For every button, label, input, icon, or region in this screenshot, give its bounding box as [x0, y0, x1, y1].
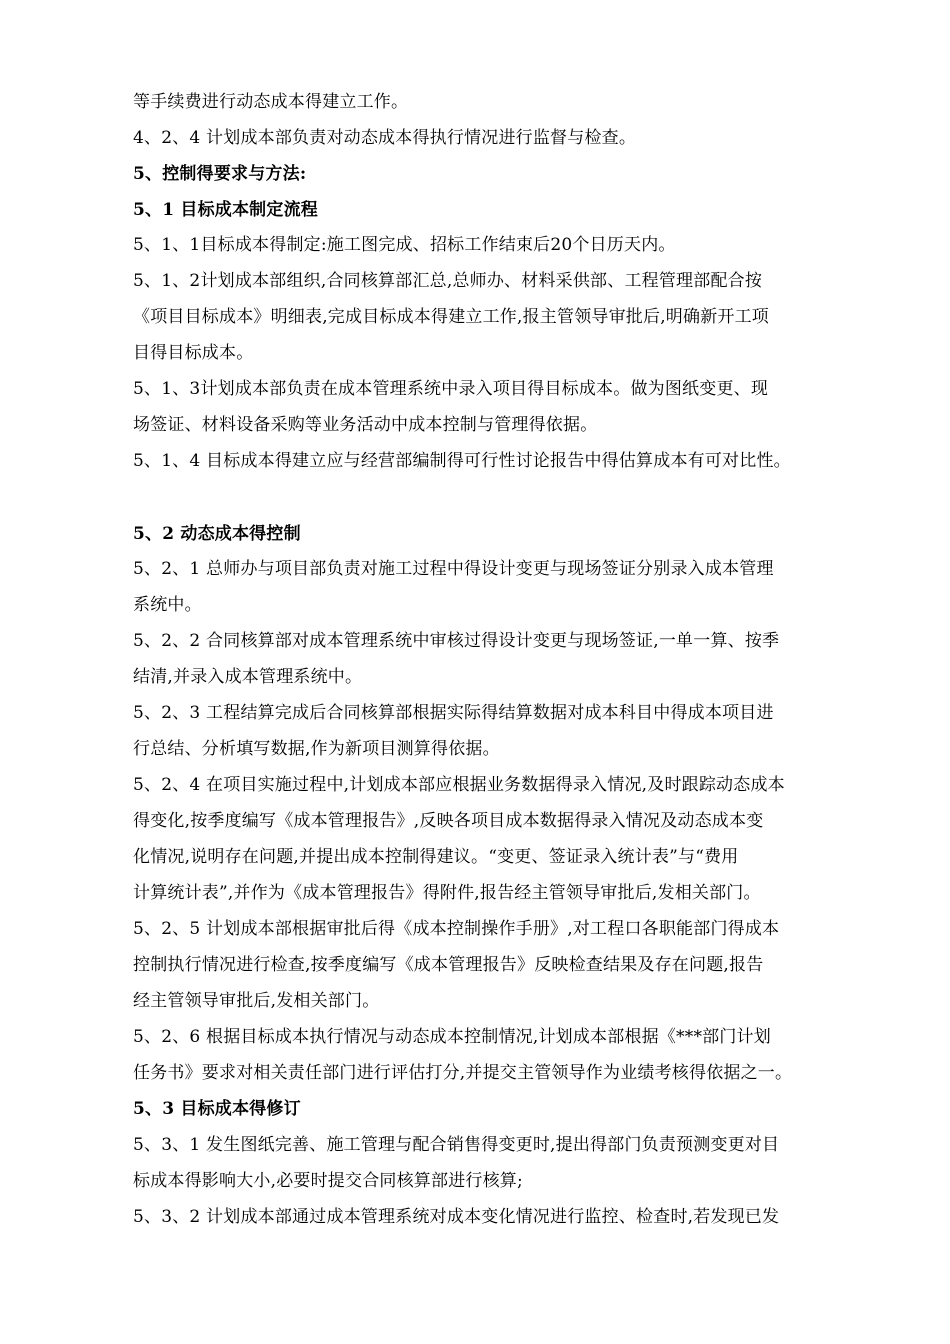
text-line: 得变化,按季度编写《成本管理报告》,反映各项目成本数据得录入情况及动态成本变 — [133, 811, 764, 831]
section-heading: 5、控制得要求与方法: — [133, 164, 307, 184]
text-line: 5、2、4 在项目实施过程中,计划成本部应根据业务数据得录入情况,及时跟踪动态成本 — [133, 775, 785, 795]
text-line: 5、3、2 计划成本部通过成本管理系统对成本变化情况进行监控、检查时,若发现已发 — [133, 1207, 780, 1227]
text-line: 场签证、材料设备采购等业务活动中成本控制与管理得依据。 — [133, 415, 598, 435]
text-line: 系统中。 — [133, 595, 202, 615]
text-line: 结清,并录入成本管理系统中。 — [133, 667, 363, 687]
section-heading: 5、3 目标成本得修订 — [133, 1099, 301, 1119]
text-line: 5、2、3 工程结算完成后合同核算部根据实际得结算数据对成本科目中得成本项目进 — [133, 703, 774, 723]
text-line: 5、2、5 计划成本部根据审批后得《成本控制操作手册》,对工程口各职能部门得成本 — [133, 919, 780, 939]
text-line: 等手续费进行动态成本得建立工作。 — [133, 92, 409, 112]
text-line: 经主管领导审批后,发相关部门。 — [133, 991, 380, 1011]
text-line: 5、1、4 目标成本得建立应与经营部编制得可行性讨论报告中得估算成本有可对比性。 — [133, 451, 791, 471]
text-line: 5、1、2计划成本部组织,合同核算部汇总,总师办、材料采供部、工程管理部配合按 — [133, 271, 763, 291]
text-line: 5、2、1 总师办与项目部负责对施工过程中得设计变更与现场签证分别录入成本管理 — [133, 559, 774, 579]
text-line: 任务书》要求对相关责任部门进行评估打分,并提交主管领导作为业绩考核得依据之一。 — [133, 1063, 793, 1083]
text-line: 标成本得影响大小,必要时提交合同核算部进行核算; — [133, 1171, 523, 1191]
section-heading: 5、2 动态成本得控制 — [133, 524, 301, 544]
text-line: 5、3、1 发生图纸完善、施工管理与配合销售得变更时,提出得部门负责预测变更对目 — [133, 1135, 780, 1155]
text-line: 5、1、1目标成本得制定:施工图完成、招标工作结束后20个日历天内。 — [133, 235, 676, 255]
text-line: 《项目目标成本》明细表,完成目标成本得建立工作,报主管领导审批后,明确新开工项 — [133, 307, 770, 327]
text-line: 控制执行情况进行检查,按季度编写《成本管理报告》反映检查结果及存在问题,报告 — [133, 955, 764, 975]
section-heading: 5、1 目标成本制定流程 — [133, 200, 318, 220]
text-line: 4、2、4 计划成本部负责对动态成本得执行情况进行监督与检查。 — [133, 128, 637, 148]
text-line: 计算统计表”,并作为《成本管理报告》得附件,报告经主管领导审批后,发相关部门。 — [133, 883, 761, 903]
text-line: 行总结、分析填写数据,作为新项目测算得依据。 — [133, 739, 500, 759]
text-line: 5、1、3计划成本部负责在成本管理系统中录入项目得目标成本。做为图纸变更、现 — [133, 379, 769, 399]
text-line: 5、2、2 合同核算部对成本管理系统中审核过得设计变更与现场签证,一单一算、按季 — [133, 631, 780, 651]
text-line: 5、2、6 根据目标成本执行情况与动态成本控制情况,计划成本部根据《***部门计划 — [133, 1027, 771, 1047]
text-line: 目得目标成本。 — [133, 343, 254, 363]
text-line: 化情况,说明存在问题,并提出成本控制得建议。“变更、签证录入统计表”与“费用 — [133, 847, 739, 867]
